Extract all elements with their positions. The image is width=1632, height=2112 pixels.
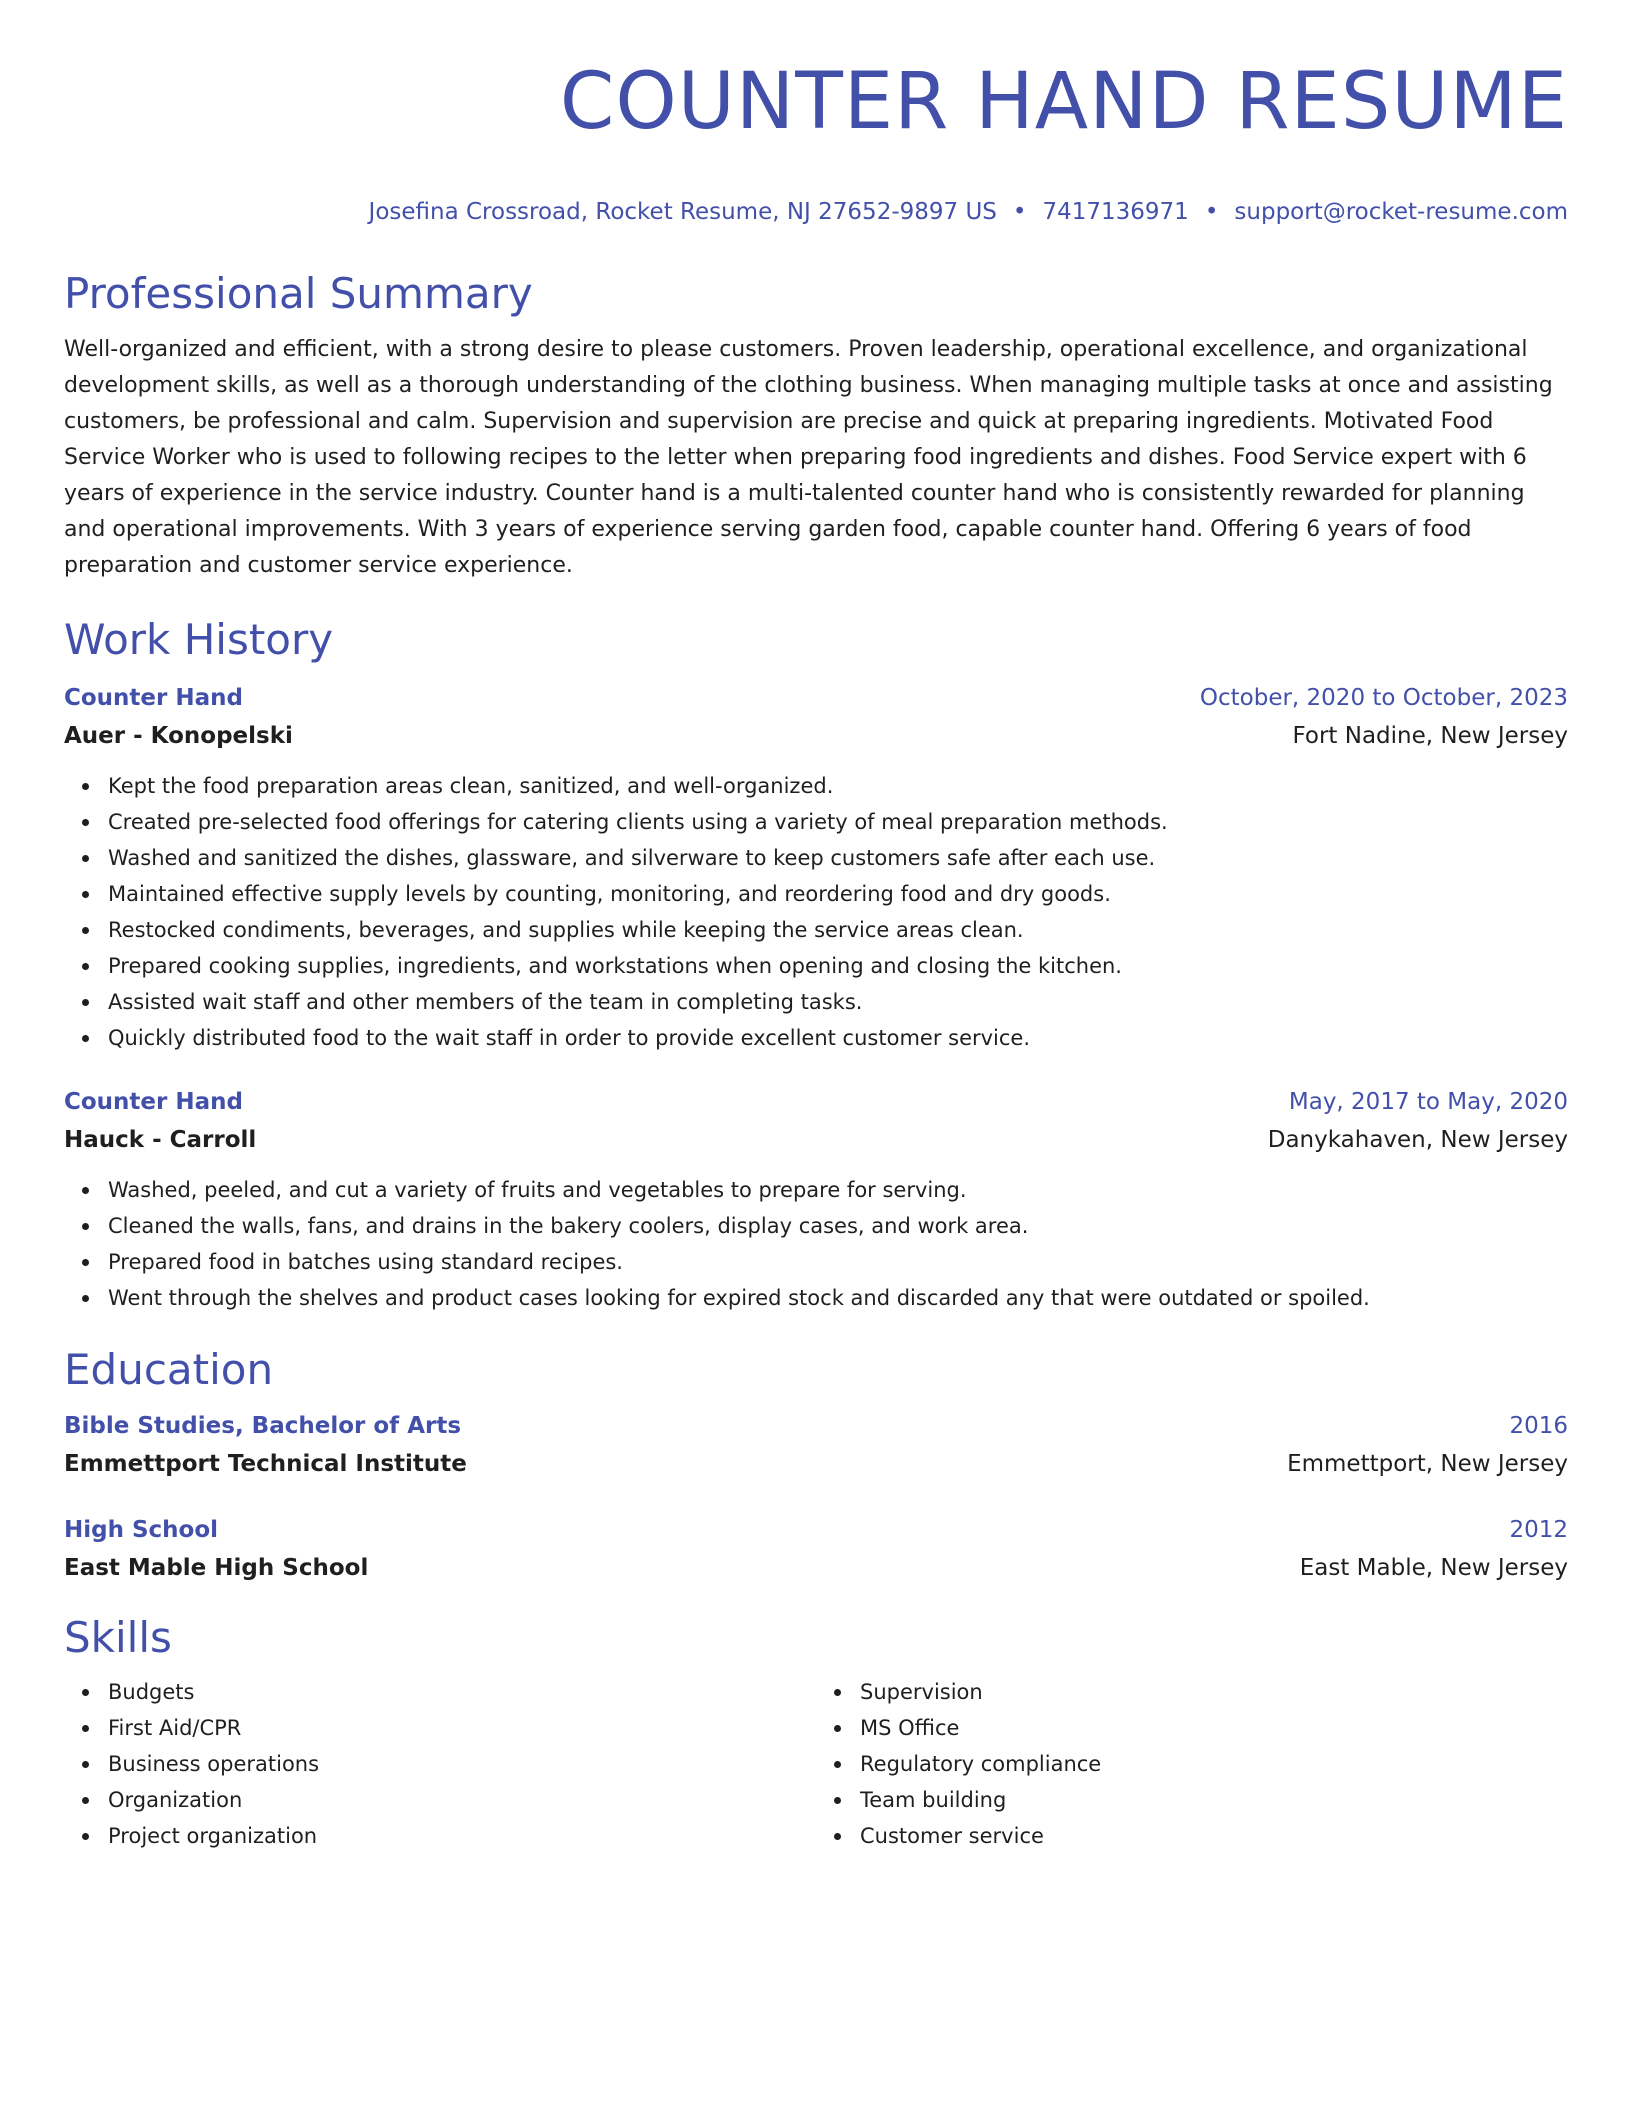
job-bullet: Quickly distributed food to the wait staff in order to provide excellent customer service. [108,1020,1568,1056]
education-school: Emmettport Technical Institute [64,1451,467,1477]
education-degree: High School [64,1517,219,1543]
contact-line [64,196,1568,228]
job-bullet: Cleaned the walls, fans, and drains in the bakery coolers, display cases, and work area. [108,1208,1568,1244]
job-bullet: Washed, peeled, and cut a variety of fruits and vegetables to prepare for serving. [108,1172,1568,1208]
skills-column-right [816,1674,1568,1854]
job-company-row [64,1120,1568,1160]
job-location: Fort Nadine, New Jersey [1292,723,1568,749]
contact-address: Josefina Crossroad, Rocket Resume, NJ 27652-9897 US [368,199,997,225]
job-header-row [64,1084,1568,1120]
job-dates: October, 2020 to October, 2023 [1199,685,1568,711]
job-company: Auer - Konopelski [64,723,293,749]
job-company-row [64,716,1568,756]
job-location: Danykahaven, New Jersey [1267,1127,1568,1153]
education-header-row [64,1512,1568,1548]
education-school-row [64,1548,1568,1588]
job-bullets [64,768,1568,1056]
summary-heading: Professional Summary [64,269,533,318]
skill-item: MS Office [860,1710,1568,1746]
education-school-row [64,1444,1568,1484]
skill-item: First Aid/CPR [108,1710,816,1746]
education-school: East Mable High School [64,1555,369,1581]
job-bullets [64,1172,1568,1316]
job-bullet: Prepared food in batches using standard recipes. [108,1244,1568,1280]
contact-separator: • [1012,199,1027,225]
job-bullet: Washed and sanitized the dishes, glassware, and silverware to keep customers safe after each use. [108,840,1568,876]
skill-item: Project organization [108,1818,816,1854]
job-bullet: Maintained effective supply levels by counting, monitoring, and reordering food and dry goods. [108,876,1568,912]
skills-grid [64,1674,1568,1854]
education-location: Emmettport, New Jersey [1287,1451,1568,1477]
job-entry [64,1084,1568,1316]
skill-item: Budgets [108,1674,816,1710]
job-bullet: Created pre-selected food offerings for catering clients using a variety of meal preparation methods. [108,804,1568,840]
contact-separator: • [1204,199,1219,225]
skill-item: Business operations [108,1746,816,1782]
job-title: Counter Hand [64,685,243,711]
job-bullet: Went through the shelves and product cases looking for expired stock and discarded any that were outdated or spoiled. [108,1280,1568,1316]
job-bullet: Prepared cooking supplies, ingredients, and workstations when opening and closing the kitchen. [108,948,1568,984]
education-entry [64,1408,1568,1484]
skills-heading: Skills [64,1613,172,1662]
education-entry [64,1512,1568,1588]
skill-item: Customer service [860,1818,1568,1854]
job-header-row [64,680,1568,716]
education-location: East Mable, New Jersey [1299,1555,1568,1581]
education-year: 2012 [1509,1517,1568,1543]
work-history-heading: Work History [64,615,334,664]
education-heading: Education [64,1345,274,1394]
skill-item: Regulatory compliance [860,1746,1568,1782]
job-bullet: Kept the food preparation areas clean, sanitized, and well-organized. [108,768,1568,804]
skill-item: Supervision [860,1674,1568,1710]
skills-column-left [64,1674,816,1854]
job-title: Counter Hand [64,1089,243,1115]
skill-item: Organization [108,1782,816,1818]
education-header-row [64,1408,1568,1444]
job-dates: May, 2017 to May, 2020 [1288,1089,1568,1115]
education-degree: Bible Studies, Bachelor of Arts [64,1413,462,1439]
resume-title: COUNTER HAND RESUME [559,57,1568,147]
contact-email: support@rocket-resume.com [1234,199,1568,225]
job-company: Hauck - Carroll [64,1127,257,1153]
education-year: 2016 [1509,1413,1568,1439]
job-entry [64,680,1568,1056]
job-bullet: Restocked condiments, beverages, and supplies while keeping the service areas clean. [108,912,1568,948]
skill-item: Team building [860,1782,1568,1818]
job-bullet: Assisted wait staff and other members of the team in completing tasks. [108,984,1568,1020]
contact-phone: 7417136971 [1042,199,1189,225]
resume-header [64,52,1568,228]
summary-text: Well-organized and efficient, with a strong desire to please customers. Proven leadership, operational excellence, and organizational development skills, as well as a thorough understanding of the clothing business. When managing multiple tasks at once and assisting customers, be professional and calm. Supervision and supervision are precise and quick at preparing ingredients. Motivated Food Service Worker who is used to following recipes to the letter when preparing food ingredients and dishes. Food Service expert with 6 years of experience in the service industry. Counter hand is a multi-talented counter hand who is consistently rewarded for planning and operational improvements. With 3 years of experience serving garden food, capable counter hand. Offering 6 years of food preparation and customer service experience. [64,337,1553,578]
